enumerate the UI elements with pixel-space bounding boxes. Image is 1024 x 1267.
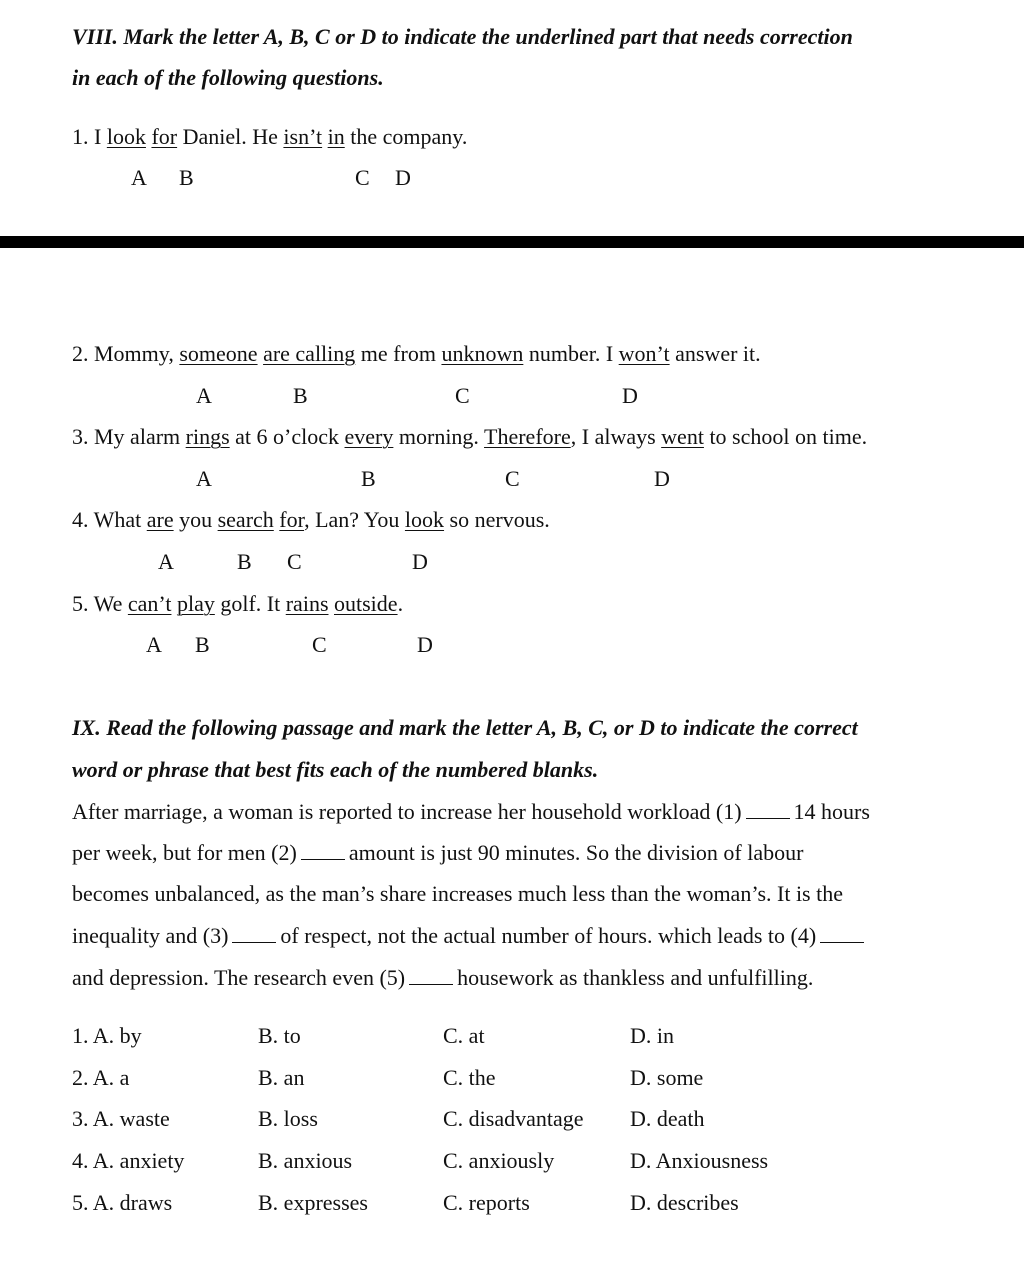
blank-3 — [232, 924, 276, 943]
underlined-part-c: Therefore — [484, 424, 571, 449]
option-a: 5. A. draws — [72, 1190, 173, 1215]
question-1 — [72, 124, 467, 150]
letter-c: C — [355, 165, 370, 190]
option-b: B. loss — [258, 1106, 318, 1131]
question-text: number. I — [523, 341, 619, 366]
question-text: morning. — [393, 424, 485, 449]
blank-1 — [746, 800, 790, 819]
question-text: 5. We — [72, 591, 128, 616]
option-b: B. to — [258, 1023, 301, 1048]
question-text: 3. My alarm — [72, 424, 186, 449]
option-c: C. anxiously — [443, 1148, 555, 1173]
question-text: 1. I — [72, 124, 107, 149]
passage-text: 14 hours — [793, 799, 870, 824]
underlined-part-d: in — [327, 124, 345, 149]
passage-text: of respect, not the actual number of hours. which leads to (4) — [280, 923, 817, 948]
option-d: D. in — [630, 1023, 674, 1048]
option-d: D. describes — [630, 1190, 739, 1215]
underlined-part-c: isn’t — [283, 124, 323, 149]
passage-line-4 — [72, 923, 868, 949]
option-a: 3. A. waste — [72, 1106, 170, 1131]
underlined-part-d: won’t — [618, 341, 670, 366]
option-a: 2. A. a — [72, 1065, 130, 1090]
page-divider — [0, 236, 1024, 248]
underlined-part-a: can’t — [127, 591, 172, 616]
question-2 — [72, 341, 761, 367]
passage-line-1 — [72, 799, 870, 825]
question-text: answer it. — [669, 341, 761, 366]
letter-a: A — [158, 549, 174, 574]
blank-5 — [409, 966, 453, 985]
question-text: at 6 o’clock — [229, 424, 345, 449]
letter-c: C — [505, 466, 520, 491]
question-text: to school on time. — [703, 424, 868, 449]
option-b: B. anxious — [258, 1148, 353, 1173]
letter-d: D — [654, 466, 670, 491]
letter-a: A — [131, 165, 147, 190]
underlined-part-a: rings — [185, 424, 230, 449]
option-a: 4. A. anxiety — [72, 1148, 185, 1173]
option-a: 1. A. by — [72, 1023, 142, 1048]
section8-heading-line2: in each of the following questions. — [72, 65, 384, 90]
question-4 — [72, 507, 550, 533]
underlined-part-d: outside — [334, 591, 398, 616]
underlined-part-c: rains — [285, 591, 329, 616]
blank-2 — [301, 841, 345, 860]
letter-d: D — [412, 549, 428, 574]
question-text: me from — [355, 341, 442, 366]
underlined-part-d: went — [661, 424, 704, 449]
passage-text: per week, but for men (2) — [72, 840, 297, 865]
letter-d: D — [622, 383, 638, 408]
underlined-part-b: search — [217, 507, 274, 532]
option-b: B. an — [258, 1065, 305, 1090]
passage-line-2 — [72, 840, 803, 866]
option-d: D. some — [630, 1065, 704, 1090]
letter-c: C — [312, 632, 327, 657]
option-b: B. expresses — [258, 1190, 368, 1215]
question-text: , I always — [570, 424, 662, 449]
option-c: C. disadvantage — [443, 1106, 584, 1131]
letter-a: A — [196, 383, 212, 408]
underlined-part-b: play — [176, 591, 215, 616]
question-text: 4. What — [72, 507, 147, 532]
blank-4 — [820, 924, 864, 943]
question-3 — [72, 424, 867, 450]
question-text: the company. — [344, 124, 468, 149]
question-text: , Lan? You — [304, 507, 405, 532]
passage-text: inequality and (3) — [72, 923, 229, 948]
option-c: C. reports — [443, 1190, 530, 1215]
passage-text: After marriage, a woman is reported to increase her household workload (1) — [72, 799, 742, 824]
letter-b: B — [237, 549, 252, 574]
underlined-part-a: are — [146, 507, 174, 532]
letter-a: A — [196, 466, 212, 491]
option-d: D. death — [630, 1106, 705, 1131]
question-text: golf. It — [214, 591, 286, 616]
option-d: D. Anxiousness — [630, 1148, 769, 1173]
section8-heading-line1: VIII. Mark the letter A, B, C or D to indicate the underlined part that needs correction — [72, 24, 853, 49]
section9-heading-line2: word or phrase that best fits each of the numbered blanks. — [72, 757, 599, 782]
letter-b: B — [361, 466, 376, 491]
passage-text: housework as thankless and unfulfilling. — [457, 965, 814, 990]
passage-text: and depression. The research even (5) — [72, 965, 406, 990]
question-text: Daniel. He — [177, 124, 284, 149]
question-text: you — [173, 507, 218, 532]
question-text: 2. Mommy, — [72, 341, 180, 366]
passage-text: amount is just 90 minutes. So the division of labour — [348, 840, 804, 865]
letter-b: B — [293, 383, 308, 408]
letter-a: A — [146, 632, 162, 657]
letter-c: C — [287, 549, 302, 574]
underlined-part-d: look — [404, 507, 445, 532]
letter-d: D — [395, 165, 411, 190]
underlined-part-b: are calling — [263, 341, 356, 366]
option-c: C. at — [443, 1023, 485, 1048]
question-5 — [72, 591, 403, 617]
passage-line-5 — [72, 965, 813, 991]
underlined-part-c: unknown — [441, 341, 524, 366]
option-c: C. the — [443, 1065, 496, 1090]
question-text: . — [397, 591, 404, 616]
passage-line-3: becomes unbalanced, as the man’s share increases much less than the woman’s. It is the — [72, 881, 843, 906]
underlined-part-a: someone — [179, 341, 258, 366]
letter-c: C — [455, 383, 470, 408]
underlined-part-b: for — [151, 124, 178, 149]
question-text: so nervous. — [444, 507, 550, 532]
letter-b: B — [179, 165, 194, 190]
underlined-part-c: for — [279, 507, 305, 532]
letter-b: B — [195, 632, 210, 657]
section9-heading-line1: IX. Read the following passage and mark the letter A, B, C, or D to indicate the correct — [72, 715, 858, 740]
underlined-part-a: look — [106, 124, 146, 149]
underlined-part-b: every — [344, 424, 394, 449]
letter-d: D — [417, 632, 433, 657]
